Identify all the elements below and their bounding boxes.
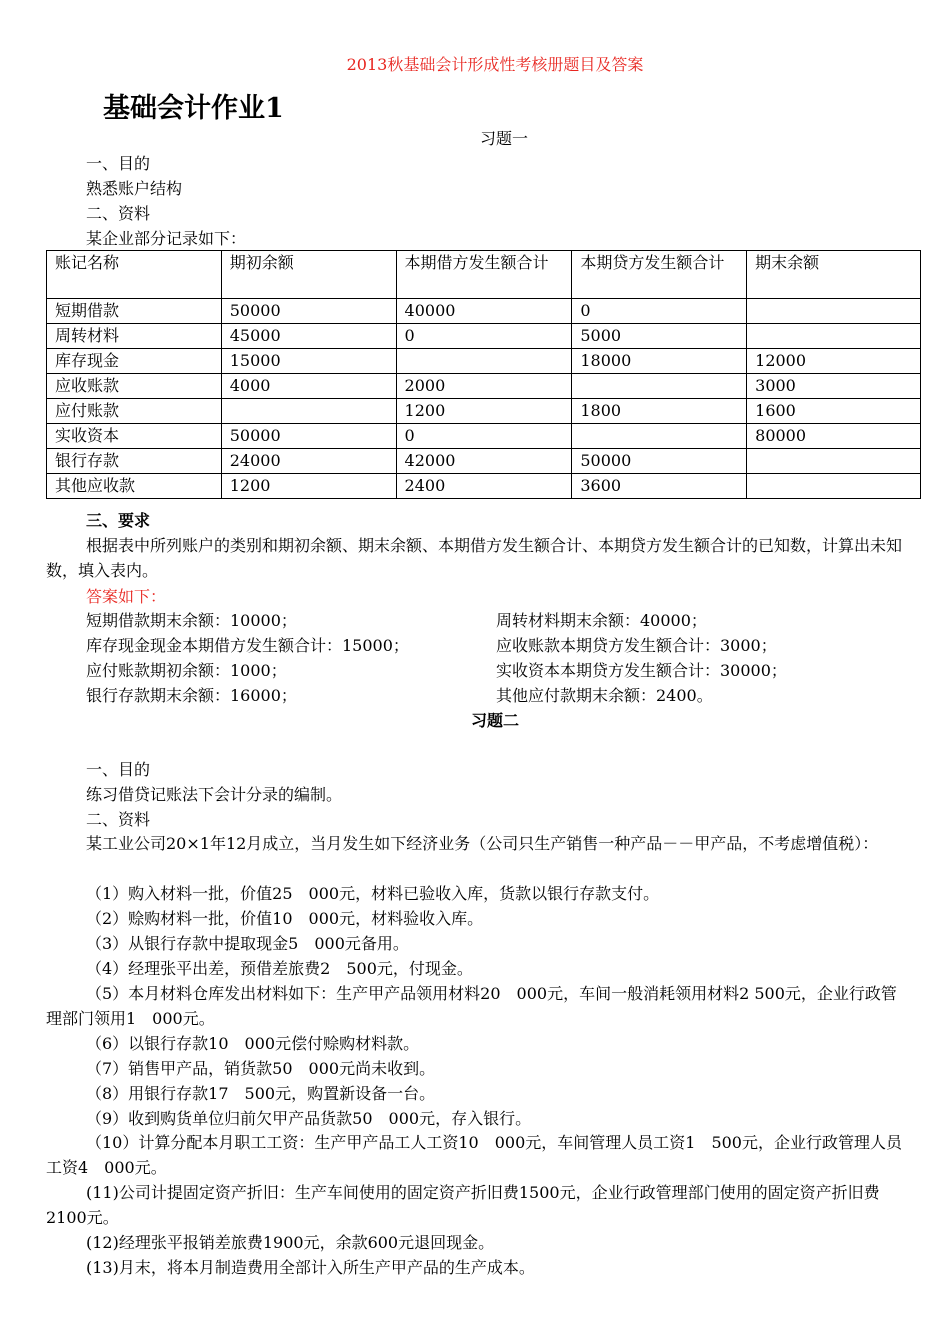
header-title: 2013秋基础会计形成性考核册题目及答案 [346, 55, 644, 74]
account-table [46, 250, 921, 499]
table-cell: 应付账款 [47, 399, 222, 424]
table-cell [747, 449, 921, 474]
table-cell: 1800 [572, 399, 747, 424]
business-item: (13)月末，将本月制造费用全部计入所生产甲产品的生产成本。 [86, 1258, 535, 1277]
doc-title: 基础会计作业1 [103, 93, 284, 124]
exercise-2-title: 习题二 [470, 711, 519, 730]
table-header-cell: 本期贷方发生额合计 [572, 251, 747, 299]
table-header-cell: 本期借方发生额合计 [396, 251, 572, 299]
table-header-row [47, 251, 921, 299]
table-row [47, 349, 921, 374]
table-cell: 周转材料 [47, 324, 222, 349]
business-item: （4）经理张平出差，预借差旅费2 500元，付现金。 [86, 959, 473, 978]
table-row [47, 424, 921, 449]
table-row [47, 374, 921, 399]
table-header-cell: 期末余额 [747, 251, 921, 299]
business-item: （2）赊购材料一批，价值10 000元，材料验收入库。 [86, 909, 484, 928]
table-cell: 40000 [396, 299, 572, 324]
table-cell: 2000 [396, 374, 572, 399]
business-item: （1）购入材料一批，价值25 000元，材料已验收入库，货款以银行存款支付。 [86, 884, 660, 903]
table-cell: 42000 [396, 449, 572, 474]
table-cell [747, 474, 921, 499]
table-cell: 50000 [221, 424, 396, 449]
table-cell [221, 399, 396, 424]
ex2-material-heading: 二、资料 [86, 810, 151, 829]
answer-item: 短期借款期末余额：10000； [86, 611, 297, 630]
answer-heading: 答案如下： [86, 587, 167, 606]
table-row [47, 399, 921, 424]
table-cell: 15000 [221, 349, 396, 374]
table-cell: 12000 [747, 349, 921, 374]
ex1-material-intro: 某企业部分记录如下： [86, 229, 247, 248]
table-cell: 1600 [747, 399, 921, 424]
table-cell [572, 374, 747, 399]
ex1-purpose-heading: 一、目的 [86, 154, 151, 173]
table-cell: 短期借款 [47, 299, 222, 324]
table-cell [396, 349, 572, 374]
ex2-purpose: 练习借贷记账法下会计分录的编制。 [86, 785, 343, 804]
ex2-intro: 某工业公司20×1年12月成立，当月发生如下经济业务（公司只生产销售一种产品－－甲产品，不考虑增值税）： [86, 834, 879, 853]
table-cell: 3600 [572, 474, 747, 499]
business-item: (12)经理张平报销差旅费1900元，余款600元退回现金。 [86, 1233, 495, 1252]
table-cell: 18000 [572, 349, 747, 374]
answer-item: 银行存款期末余额：16000； [86, 686, 297, 705]
business-item: （9）收到购货单位归前欠甲产品货款50 000元，存入银行。 [86, 1109, 532, 1128]
table-cell [572, 424, 747, 449]
business-item: （5）本月材料仓库发出材料如下：生产甲产品领用材料20 000元，车间一般消耗领用材料2 500元，企业行政管理部门领用1 000元。 [46, 984, 897, 1028]
business-item: （7）销售甲产品，销货款50 000元尚未收到。 [86, 1059, 436, 1078]
ex1-material-heading: 二、资料 [86, 204, 151, 223]
table-cell: 应收账款 [47, 374, 222, 399]
table-cell: 1200 [396, 399, 572, 424]
business-item: （6）以银行存款10 000元偿付赊购材料款。 [86, 1034, 420, 1053]
table-cell: 其他应收款 [47, 474, 222, 499]
table-cell: 库存现金 [47, 349, 222, 374]
table-cell: 45000 [221, 324, 396, 349]
table-row [47, 474, 921, 499]
table-cell: 4000 [221, 374, 396, 399]
table-cell: 5000 [572, 324, 747, 349]
table-cell: 80000 [747, 424, 921, 449]
table-row [47, 324, 921, 349]
answer-item: 实收资本本期贷方发生额合计：30000； [496, 661, 787, 680]
table-cell: 3000 [747, 374, 921, 399]
business-item: (11)公司计提固定资产折旧：生产车间使用的固定资产折旧费1500元，企业行政管理部门使用的固定资产折旧费2100元。 [46, 1183, 880, 1227]
answer-item: 应收账款本期贷方发生额合计：3000； [496, 636, 777, 655]
table-cell: 银行存款 [47, 449, 222, 474]
table-cell: 50000 [221, 299, 396, 324]
ex1-requirement-heading: 三、要求 [86, 511, 151, 530]
table-header-cell: 期初余额 [221, 251, 396, 299]
ex1-purpose: 熟悉账户结构 [86, 179, 183, 198]
answer-item: 其他应付款期末余额：2400。 [496, 686, 713, 705]
table-cell: 2400 [396, 474, 572, 499]
answer-item: 周转材料期末余额：40000； [496, 611, 707, 630]
table-cell: 24000 [221, 449, 396, 474]
table-header-cell: 账记名称 [47, 251, 222, 299]
table-row [47, 449, 921, 474]
business-item: （8）用银行存款17 500元，购置新设备一台。 [86, 1084, 436, 1103]
table-cell [747, 299, 921, 324]
table-cell [747, 324, 921, 349]
table-cell: 50000 [572, 449, 747, 474]
answer-item: 应付账款期初余额：1000； [86, 661, 287, 680]
table-cell: 1200 [221, 474, 396, 499]
table-cell: 0 [572, 299, 747, 324]
table-cell: 实收资本 [47, 424, 222, 449]
ex1-requirement-text: 根据表中所列账户的类别和期初余额、期末余额、本期借方发生额合计、本期贷方发生额合计的已知数，计算出未知数，填入表内。 [46, 536, 903, 580]
ex2-purpose-heading: 一、目的 [86, 760, 151, 779]
business-item: （3）从银行存款中提取现金5 000元备用。 [86, 934, 409, 953]
business-item: （10）计算分配本月职工工资：生产甲产品工人工资10 000元，车间管理人员工资1 500元，企业行政管理人员工资4 000元。 [46, 1133, 902, 1177]
exercise-1-title: 习题一 [479, 129, 528, 148]
answer-item: 库存现金现金本期借方发生额合计：15000； [86, 636, 409, 655]
table-cell: 0 [396, 424, 572, 449]
table-row [47, 299, 921, 324]
table-cell: 0 [396, 324, 572, 349]
